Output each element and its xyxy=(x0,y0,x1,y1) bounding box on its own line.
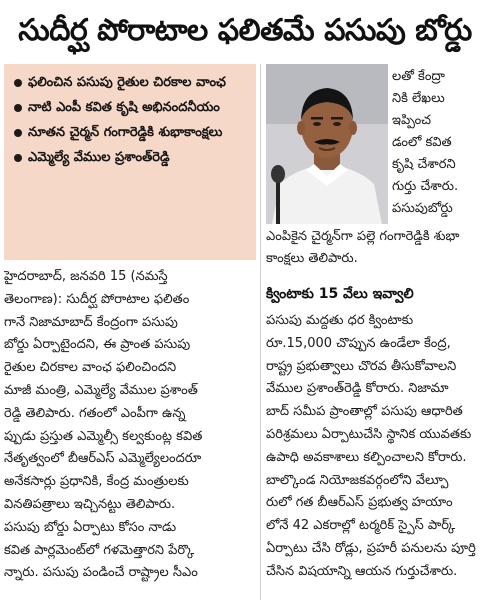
highlights-box xyxy=(4,64,256,260)
text-line: పసుపుబోర్డు xyxy=(392,201,453,216)
subheading: క్వింటాకు 15 వేలు ఇవ్వాలి xyxy=(266,286,414,302)
portrait-illustration xyxy=(266,64,388,224)
text-line: ప్పుడు ప్రస్తుత ఎమ్మెల్సీ కల్వకుంట్ల కవిత xyxy=(4,428,203,444)
text-line: వినతిపత్రాలు ఇచ్చినట్టు తెలిపారు. xyxy=(4,496,176,512)
bullet-icon xyxy=(14,154,22,162)
text-line: డంలో కవిత xyxy=(392,135,452,150)
text-line: పరిశ్రమలు ఏర్పాటుచేసి స్థానిక యువతకు xyxy=(266,426,472,442)
highlight-item: ఎమ్మెల్యే వేముల ప్రశాంత్‌రెడ్డి xyxy=(12,147,248,169)
text-line: రూ.15,000 చొప్పున ఉండేలా కేంద్ర, xyxy=(266,335,451,351)
text-line: రెడ్డి తెలిపారు. గతంలో ఎంపీగా ఉన్న xyxy=(4,405,186,421)
text-line: నికి లేఖలు xyxy=(392,91,445,106)
highlight-item: నాటి ఎంపీ కవిత కృషి అభినందనీయం xyxy=(12,97,248,119)
text-line: ఇప్పించ xyxy=(392,113,432,128)
text-line: కృషి చేశారని xyxy=(392,157,456,172)
text-line: బాల్కొండ నియోజకవర్గంలోని వేల్పూ xyxy=(266,472,449,488)
text-line: తెలంగాణ): సుదీర్ఘ పోరాటాల ఫలితం xyxy=(4,291,190,307)
side-text-block xyxy=(392,66,486,220)
text-line: నేతృత్వంలో బీఆర్ఎస్ ఎమ్మెల్యేలందరూ xyxy=(4,451,202,467)
highlight-item: ఫలించిన పసుపు రైతుల చిరకాల వాంఛ xyxy=(12,72,248,94)
bullet-icon xyxy=(14,104,22,112)
text-line: హైదరాబాద్, జనవరి 15 (నమస్తే xyxy=(4,269,168,284)
text-line: గానే నిజామాబాద్ కేంద్రంగా పసుపు xyxy=(4,314,178,330)
text-line: రాష్ట్ర ప్రభుత్వాలు చొరవ తీసుకోవాలని xyxy=(266,358,457,374)
text-line: బాద్ సమీప ప్రాంతాల్లో పసుపు ఆధారిత xyxy=(266,404,463,420)
text-line: వేముల ప్రశాంత్‌రెడ్డి కోరారు. నిజామా xyxy=(266,381,449,397)
text-line: కవిత పార్లమెంట్‌లో గళమెత్తారని పేర్కొ xyxy=(4,542,195,558)
bullet-icon xyxy=(14,129,22,137)
portrait-photo xyxy=(266,64,388,224)
text-line: పసుపు మద్దతు ధర క్వింటాకు xyxy=(266,313,414,328)
text-line: లతో కేంద్రా xyxy=(392,69,445,84)
text-line: న్నారు. పసుపు పండించే రాష్ట్రాల సీఎం xyxy=(4,565,198,581)
wide-text-block xyxy=(266,226,486,270)
article-column-right xyxy=(266,310,486,584)
text-line: పసుపు బోర్డు ఏర్పాటు కోసం నాడు xyxy=(4,519,177,535)
text-line: ఎంపికైన చైర్మన్‌గా పల్లె గంగారెడ్డికి శుభా xyxy=(266,229,460,244)
article-column-left xyxy=(4,266,256,585)
text-line: లోనే 42 ఎకరాల్లో టర్మరిక్ స్పైస్ పార్క్ xyxy=(266,518,456,534)
text-line: రైతుల చిరకాల వాంఛ ఫలించిందని xyxy=(4,360,177,376)
text-line: కాంక్షలు తెలిపారు. xyxy=(266,251,358,266)
text-line: అనేకసార్లు ప్రధానికి, కేంద్ర మంత్రులకు xyxy=(4,474,189,490)
text-line: చేసిన విషయాన్ని ఆయన గుర్తుచేశారు. xyxy=(266,563,458,579)
bullet-icon xyxy=(14,79,22,87)
text-line: మాజీ మంత్రి, ఎమ్మెల్యే వేముల ప్రశాంత్ xyxy=(4,382,198,398)
column-divider xyxy=(260,64,261,600)
text-line: రులో గత బీఆర్ఎస్ ప్రభుత్వ హయాం xyxy=(266,495,453,511)
text-line: ఉపాధి అవకాశాలు కల్పించాలని కోరారు. xyxy=(266,449,467,465)
highlight-item: నూతన చైర్మన్ గంగారెడ్డికి శుభాకాంక్షలు xyxy=(12,122,248,144)
headline: సుదీర్ఘ పోరాటాల ఫలితమే పసుపు బోర్డు xyxy=(18,13,472,48)
text-line: గుర్తు చేశారు. xyxy=(392,179,459,194)
text-line: బోర్డు ఏర్పాటైందని, ఈ ప్రాంత పసుపు xyxy=(4,337,191,353)
text-line: ఏర్పాటు చేసి రోడ్లు, ప్రహరీ పనులను పూర్తి xyxy=(266,540,476,556)
